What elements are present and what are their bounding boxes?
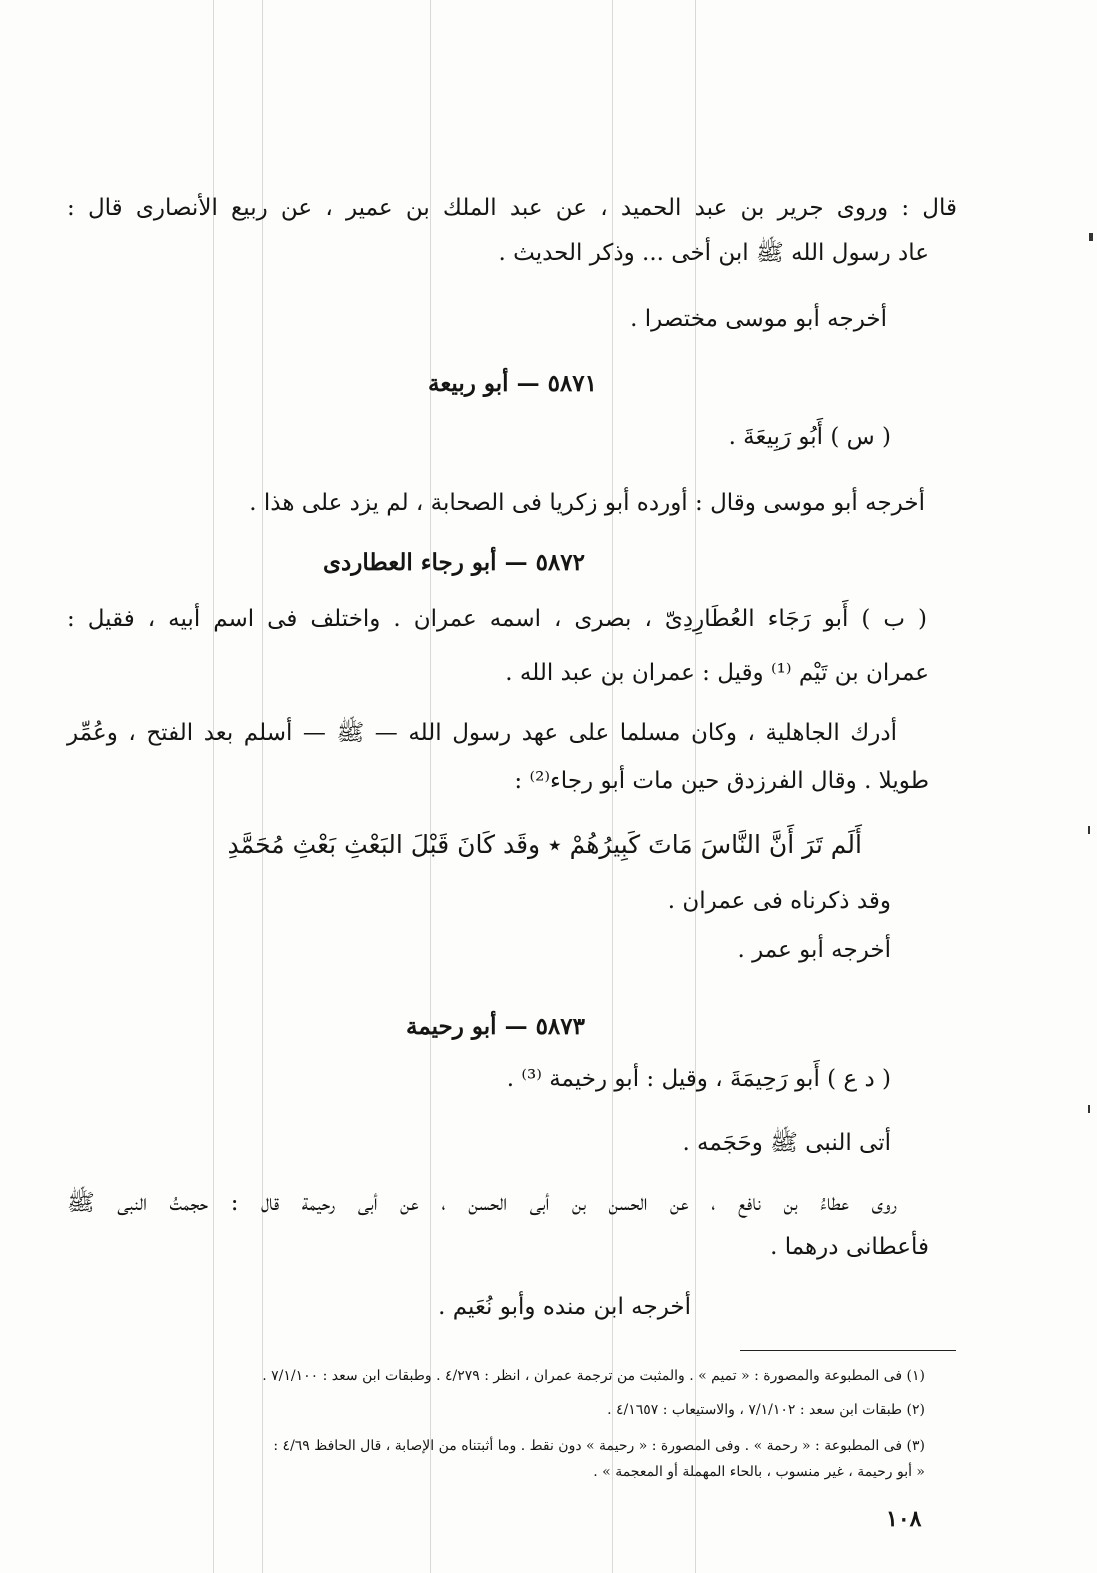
footnote: (٣) فى المطبوعة : « رحمة » . وفى المصورة : « رحيمة » دون نقط . وما أثبتناه من الإصابة ، قال الحافظ ٤/٦٩ : <box>273 1438 925 1454</box>
entry-paragraph: روى عطاءُ بن نافع ، عن الحسن بن أبى الحسن ، عن أبى رحيمة قال : حجمتُ النبى ﷺ <box>67 1190 897 1216</box>
entry-paragraph: أتى النبى ﷺ وحَجَمه . <box>682 1130 891 1156</box>
entry-paragraph: وقد ذكرناه فى عمران . <box>667 888 891 914</box>
poetry-verse: أَلَم تَرَ أَنَّ النَّاسَ مَاتَ كَبِيرُهُمْ ٭ وقَد كَانَ قَبْلَ البَعْثِ بَعْثِ مُحَمَّدِ <box>227 830 862 859</box>
entry-paragraph: عمران بن تَيْم ⁽¹⁾ وقيل : عمران بن عبد الله . <box>505 660 929 686</box>
scan-line <box>430 0 431 1573</box>
entry-paragraph: أدرك الجاهلية ، وكان مسلما على عهد رسول الله — ﷺ — أسلم بعد الفتح ، وعُمِّر <box>67 720 897 746</box>
entry-paragraph: ( ب ) أَبو رَجَاء العُطَارِدِىّ ، بصرى ، اسمه عمران . واختلف فى اسم أبيه ، فقيل : <box>67 606 927 632</box>
page-number: ١٠٨ <box>886 1506 922 1532</box>
entry-paragraph: طويلا . وقال الفرزدق حين مات أبو رجاء⁽²⁾ : <box>514 768 929 794</box>
text-line: قال : وروى جرير بن عبد الحميد ، عن عبد الملك بن عمير ، عن ربيع الأنصارى قال : <box>67 195 957 221</box>
footnote: (٢) طبقات ابن سعد : ٧/١/١٠٢ ، والاستيعاب : ٤/١٦٥٧ . <box>607 1402 925 1418</box>
entry-paragraph: أخرجه أبو عمر . <box>737 937 891 963</box>
entry-paragraph: فأعطانى درهما . <box>770 1234 929 1260</box>
scan-speck <box>1088 826 1090 834</box>
footnote: « أبو رحيمة ، غير منسوب ، بالحاء المهملة أو المعجمة » . <box>593 1464 925 1480</box>
entry-paragraph: ( س ) أَبُو رَبِيعَةَ . <box>728 424 891 450</box>
scan-speck <box>1088 1105 1090 1113</box>
text-line: أخرجه أبو موسى مختصرا . <box>630 306 887 332</box>
scan-speck <box>1089 233 1093 241</box>
footnote: (١) فى المطبوعة والمصورة : « تميم » . والمثبت من ترجمة عمران ، انظر : ٤/٢٧٩ . وطبقات ابن سعد : ٧/١/١٠٠ . <box>262 1368 925 1384</box>
scan-line <box>213 0 214 1573</box>
text-line: عاد رسول الله ﷺ ابن أخى ... وذكر الحديث . <box>498 240 929 266</box>
entry-paragraph: أخرجه أبو موسى وقال : أورده أبو زكريا فى الصحابة ، لم يزد على هذا . <box>249 490 925 516</box>
entry-heading: ٥٨٧٣ — أبو رحيمة <box>405 1013 585 1040</box>
entry-paragraph: أخرجه ابن منده وأبو نُعَيم . <box>438 1294 691 1320</box>
footnote-rule <box>740 1350 956 1351</box>
entry-paragraph: ( د ع ) أَبو رَحِيمَةَ ، وقيل : أبو رخيمة ⁽³⁾ . <box>506 1066 891 1092</box>
entry-heading: ٥٨٧١ — أبو ربيعة <box>428 370 597 397</box>
entry-heading: ٥٨٧٢ — أبو رجاء العطاردى <box>323 549 585 576</box>
scan-line <box>262 0 263 1573</box>
